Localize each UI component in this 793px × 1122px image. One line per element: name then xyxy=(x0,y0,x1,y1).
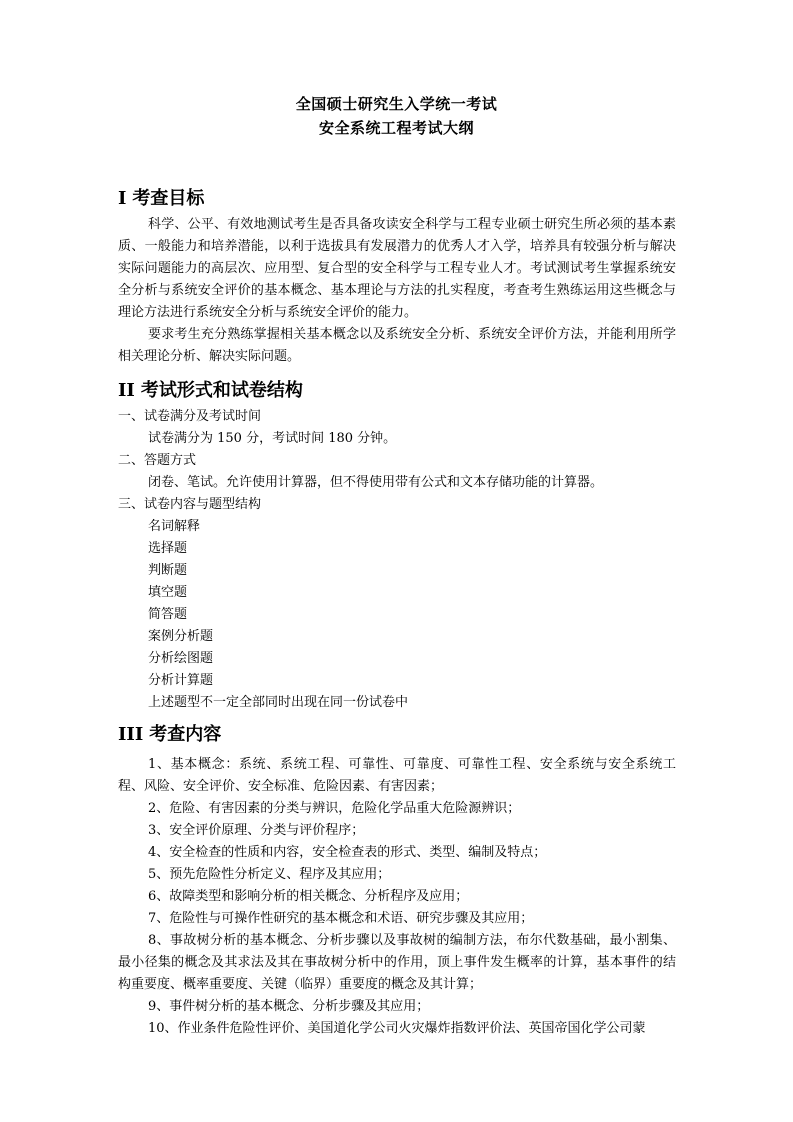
content-item: 1、基本概念：系统、系统工程、可靠性、可靠度、可靠性工程、安全系统与安全系统工程、风险、安全评价、安全标准、危险因素、有害因素； xyxy=(118,757,676,794)
content-item: 2、危险、有害因素的分类与辨识，危险化学品重大危险源辨识； xyxy=(148,801,521,816)
list-item: 填空题 xyxy=(148,585,188,600)
section-exam-content xyxy=(118,720,676,1040)
list-item: 选择题 xyxy=(148,541,188,556)
section-number: I xyxy=(118,188,127,209)
content-item: 10、作业条件危险性评价、美国道化学公司火灾爆炸指数评价法、英国帝国化学公司蒙 xyxy=(148,1021,646,1036)
content-item: 5、预先危险性分析定义、程序及其应用； xyxy=(148,867,391,882)
section-number: II xyxy=(118,380,135,401)
paragraph: 要求考生充分熟练掌握相关基本概念以及系统安全分析、系统安全评价方法，并能利用所学相关理论分析、解决实际问题。 xyxy=(118,327,676,364)
section-objectives xyxy=(118,184,676,368)
title-line-2: 安全系统工程考试大纲 xyxy=(318,119,474,137)
section-heading xyxy=(118,376,676,406)
list-item: 名词解释 xyxy=(148,519,201,534)
title-line-1: 全国硕士研究生入学统一考试 xyxy=(295,95,498,113)
content-item: 4、安全检查的性质和内容，安全检查表的形式、类型、编制及特点； xyxy=(148,845,547,860)
list-item: 上述题型不一定全部同时出现在同一份试卷中 xyxy=(148,695,409,710)
content-item: 7、危险性与可操作性研究的基本概念和术语、研究步骤及其应用； xyxy=(148,911,534,926)
list-item: 试卷满分为 150 分，考试时间 180 分钟。 xyxy=(148,431,397,446)
section-title: 考试形式和试卷结构 xyxy=(140,380,303,401)
section-heading xyxy=(118,720,676,750)
list-heading: 二、答题方式 xyxy=(118,453,197,468)
list-item: 闭卷、笔试。允许使用计算器，但不得使用带有公式和文本存储功能的计算器。 xyxy=(148,475,604,490)
section-number: III xyxy=(118,724,144,745)
list-item: 案例分析题 xyxy=(148,629,214,644)
list-heading: 三、试卷内容与题型结构 xyxy=(118,497,262,512)
document-body xyxy=(118,184,676,1040)
section-title: 考查目标 xyxy=(132,188,205,209)
section-title: 考查内容 xyxy=(149,724,222,745)
document-title xyxy=(0,92,793,140)
list-item: 简答题 xyxy=(148,607,188,622)
content-item: 6、故障类型和影响分析的相关概念、分析程序及应用； xyxy=(148,889,469,904)
paragraph: 科学、公平、有效地测试考生是否具备攻读安全科学与工程专业硕士研究生所必须的基本素质、一般能力和培养潜能，以利于选拔具有发展潜力的优秀人才入学，培养具有较强分析与解决实际问题能力的高层次、应用型、复合型的安全科学与工程专业人才。考试测试考生掌握系统安全分析与系统安全评价的基本概念、基本理论与方法的扎实程度，考查考生熟练运用这些概念与理论方法进行系统安全分析与系统安全评价的能力。 xyxy=(118,217,676,320)
list-item: 分析计算题 xyxy=(148,673,214,688)
list-heading: 一、试卷满分及考试时间 xyxy=(118,409,262,424)
list-item: 分析绘图题 xyxy=(148,651,214,666)
content-item: 3、安全评价原理、分类与评价程序； xyxy=(148,823,365,838)
section-exam-format xyxy=(118,376,676,714)
content-item: 8、事故树分析的基本概念、分析步骤以及事故树的编制方法，布尔代数基础，最小割集、最小径集的概念及其求法及其在事故树分析中的作用，顶上事件发生概率的计算，基本事件的结构重要度、概率重要度、关键（临界）重要度的概念及其计算； xyxy=(118,933,676,992)
list-item: 判断题 xyxy=(148,563,188,578)
section-heading xyxy=(118,184,676,214)
content-item: 9、事件树分析的基本概念、分析步骤及其应用； xyxy=(148,999,430,1014)
